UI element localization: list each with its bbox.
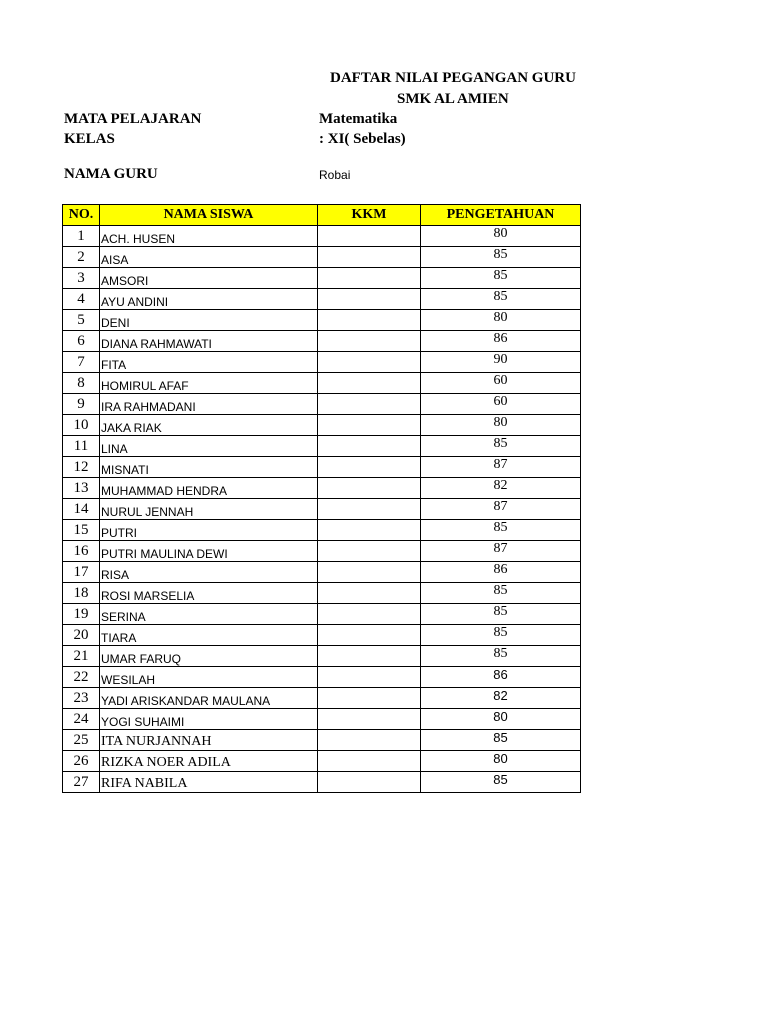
student-name: RIFA NABILA: [100, 772, 318, 793]
row-number: 16: [63, 541, 100, 562]
student-name: DIANA RAHMAWATI: [100, 331, 318, 352]
row-number: 18: [63, 583, 100, 604]
row-number: 26: [63, 751, 100, 772]
row-number: 13: [63, 478, 100, 499]
kkm-cell: [318, 541, 421, 562]
table-row: [63, 247, 581, 268]
score-cell: 80: [421, 751, 581, 772]
column-header-name: NAMA SISWA: [100, 205, 318, 226]
subject-value: Matematika: [319, 111, 398, 127]
table-row: [63, 709, 581, 730]
kkm-cell: [318, 646, 421, 667]
table-row: [63, 289, 581, 310]
table-row: [63, 751, 581, 772]
row-number: 10: [63, 415, 100, 436]
row-number: 20: [63, 625, 100, 646]
row-number: 27: [63, 772, 100, 793]
row-number: 15: [63, 520, 100, 541]
row-number: 6: [63, 331, 100, 352]
table-row: [63, 436, 581, 457]
row-number: 9: [63, 394, 100, 415]
row-number: 4: [63, 289, 100, 310]
score-cell: 85: [421, 520, 581, 541]
student-name: SERINA: [100, 604, 318, 625]
student-name: ACH. HUSEN: [100, 226, 318, 247]
kkm-cell: [318, 310, 421, 331]
grades-table: [62, 204, 581, 793]
score-cell: 86: [421, 667, 581, 688]
row-number: 14: [63, 499, 100, 520]
table-row: [63, 625, 581, 646]
table-row: [63, 688, 581, 709]
student-name: IRA RAHMADANI: [100, 394, 318, 415]
student-name: YOGI SUHAIMI: [100, 709, 318, 730]
column-header-kkm: KKM: [318, 205, 421, 226]
row-number: 5: [63, 310, 100, 331]
row-number: 11: [63, 436, 100, 457]
row-number: 8: [63, 373, 100, 394]
table-row: [63, 457, 581, 478]
score-cell: 85: [421, 625, 581, 646]
table-row: [63, 478, 581, 499]
table-row: [63, 604, 581, 625]
score-cell: 60: [421, 373, 581, 394]
student-name: TIARA: [100, 625, 318, 646]
kkm-cell: [318, 583, 421, 604]
score-cell: 85: [421, 583, 581, 604]
kkm-cell: [318, 352, 421, 373]
score-cell: 85: [421, 772, 581, 793]
row-number: 7: [63, 352, 100, 373]
table-row: [63, 541, 581, 562]
score-cell: 85: [421, 436, 581, 457]
kkm-cell: [318, 436, 421, 457]
column-header-no: NO.: [63, 205, 100, 226]
row-number: 19: [63, 604, 100, 625]
score-cell: 82: [421, 478, 581, 499]
kkm-cell: [318, 457, 421, 478]
table-row: [63, 499, 581, 520]
kkm-cell: [318, 478, 421, 499]
student-name: MISNATI: [100, 457, 318, 478]
student-name: NURUL JENNAH: [100, 499, 318, 520]
row-number: 1: [63, 226, 100, 247]
score-cell: 80: [421, 415, 581, 436]
score-cell: 85: [421, 604, 581, 625]
score-cell: 90: [421, 352, 581, 373]
row-number: 17: [63, 562, 100, 583]
student-name: JAKA RIAK: [100, 415, 318, 436]
student-name: AISA: [100, 247, 318, 268]
kkm-cell: [318, 730, 421, 751]
table-row: [63, 562, 581, 583]
table-row: [63, 730, 581, 751]
score-cell: 85: [421, 289, 581, 310]
student-name: MUHAMMAD HENDRA: [100, 478, 318, 499]
row-number: 21: [63, 646, 100, 667]
row-number: 12: [63, 457, 100, 478]
student-name: DENI: [100, 310, 318, 331]
kkm-cell: [318, 373, 421, 394]
table-row: [63, 331, 581, 352]
table-body: [63, 226, 581, 793]
student-name: WESILAH: [100, 667, 318, 688]
score-cell: 87: [421, 457, 581, 478]
kkm-cell: [318, 415, 421, 436]
student-name: YADI ARISKANDAR MAULANA: [100, 688, 318, 709]
table-row: [63, 373, 581, 394]
kkm-cell: [318, 226, 421, 247]
school-name: SMK AL AMIEN: [397, 91, 509, 107]
score-cell: 87: [421, 499, 581, 520]
row-number: 3: [63, 268, 100, 289]
score-cell: 87: [421, 541, 581, 562]
student-name: AMSORI: [100, 268, 318, 289]
kkm-cell: [318, 562, 421, 583]
column-header-score: PENGETAHUAN: [421, 205, 581, 226]
student-name: PUTRI: [100, 520, 318, 541]
score-cell: 80: [421, 226, 581, 247]
kkm-cell: [318, 688, 421, 709]
kkm-cell: [318, 289, 421, 310]
kkm-cell: [318, 709, 421, 730]
kkm-cell: [318, 772, 421, 793]
table-row: [63, 226, 581, 247]
table-row: [63, 352, 581, 373]
table-row: [63, 268, 581, 289]
score-cell: 86: [421, 331, 581, 352]
teacher-label: NAMA GURU: [64, 166, 158, 182]
kkm-cell: [318, 499, 421, 520]
table-row: [63, 646, 581, 667]
student-name: AYU ANDINI: [100, 289, 318, 310]
kkm-cell: [318, 331, 421, 352]
score-cell: 60: [421, 394, 581, 415]
student-name: ROSI MARSELIA: [100, 583, 318, 604]
kkm-cell: [318, 604, 421, 625]
kkm-cell: [318, 625, 421, 646]
row-number: 25: [63, 730, 100, 751]
score-cell: 85: [421, 247, 581, 268]
student-name: HOMIRUL AFAF: [100, 373, 318, 394]
kkm-cell: [318, 667, 421, 688]
row-number: 24: [63, 709, 100, 730]
student-name: UMAR FARUQ: [100, 646, 318, 667]
student-name: PUTRI MAULINA DEWI: [100, 541, 318, 562]
student-name: LINA: [100, 436, 318, 457]
student-name: RIZKA NOER ADILA: [100, 751, 318, 772]
score-cell: 85: [421, 268, 581, 289]
row-number: 22: [63, 667, 100, 688]
table-row: [63, 772, 581, 793]
table-row: [63, 583, 581, 604]
table-row: [63, 415, 581, 436]
student-name: FITA: [100, 352, 318, 373]
subject-label: MATA PELAJARAN: [64, 111, 202, 127]
table-row: [63, 310, 581, 331]
kkm-cell: [318, 394, 421, 415]
kkm-cell: [318, 751, 421, 772]
table-row: [63, 520, 581, 541]
document-title: DAFTAR NILAI PEGANGAN GURU: [330, 70, 576, 86]
score-cell: 86: [421, 562, 581, 583]
row-number: 23: [63, 688, 100, 709]
kkm-cell: [318, 268, 421, 289]
class-value: : XI( Sebelas): [319, 131, 406, 147]
student-name: RISA: [100, 562, 318, 583]
score-cell: 80: [421, 310, 581, 331]
row-number: 2: [63, 247, 100, 268]
student-name: ITA NURJANNAH: [100, 730, 318, 751]
class-label: KELAS: [64, 131, 115, 147]
teacher-value: Robai: [319, 168, 351, 182]
score-cell: 82: [421, 688, 581, 709]
kkm-cell: [318, 247, 421, 268]
table-row: [63, 667, 581, 688]
score-cell: 85: [421, 730, 581, 751]
table-row: [63, 394, 581, 415]
score-cell: 85: [421, 646, 581, 667]
kkm-cell: [318, 520, 421, 541]
score-cell: 80: [421, 709, 581, 730]
table-header-row: [63, 205, 581, 226]
